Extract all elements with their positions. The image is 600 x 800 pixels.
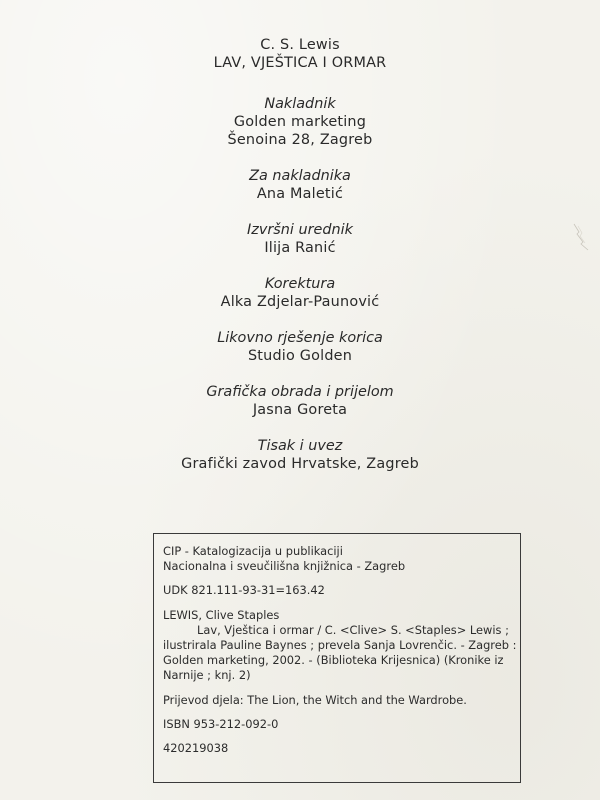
credit-printing xyxy=(0,437,600,473)
imprint-credits xyxy=(0,36,600,491)
cip-header: CIP - Katalogizacija u publikaciji xyxy=(163,544,343,558)
credit-role: Likovno rješenje korica xyxy=(217,330,383,346)
cip-original-title: Prijevod djela: The Lion, the Witch and the Wardrobe. xyxy=(163,692,467,707)
credit-role: Za nakladnika xyxy=(249,168,351,184)
credit-layout xyxy=(0,383,600,419)
credit-value: Alka Zdjelar-Paunović xyxy=(220,294,380,310)
credit-role: Nakladnik xyxy=(264,96,336,112)
credit-value: Ilija Ranić xyxy=(264,240,336,256)
credit-publisher xyxy=(0,95,600,149)
credit-value: Golden marketing xyxy=(233,114,367,130)
cip-description: Lav, Vještica i ormar / C. <Clive> S. <Staples> Lewis ; xyxy=(197,622,509,637)
title-block xyxy=(0,36,600,72)
book-author: C. S. Lewis xyxy=(260,37,340,53)
credit-value: Jasna Goreta xyxy=(252,402,348,418)
credit-value: Grafički zavod Hrvatske, Zagreb xyxy=(181,456,419,472)
credit-proofreading xyxy=(0,275,600,311)
cip-record-id: 420219038 xyxy=(163,741,229,756)
credit-role: Tisak i uvez xyxy=(257,438,343,454)
cip-udk: UDK 821.111-93-31=163.42 xyxy=(163,583,325,598)
cip-description: Narnije ; knj. 2) xyxy=(163,668,251,683)
paper-scuff-mark xyxy=(572,222,590,252)
credit-role: Korektura xyxy=(264,276,336,292)
cip-record-box xyxy=(153,533,521,783)
cip-library: Nacionalna i sveučilišna knjižnica - Zagreb xyxy=(163,559,406,574)
credit-value: Ana Maletić xyxy=(256,186,344,202)
book-title: LAV, VJEŠTICA I ORMAR xyxy=(213,55,387,71)
cip-isbn: ISBN 953-212-092-0 xyxy=(163,716,279,731)
cip-description: Golden marketing, 2002. - (Biblioteka Krijesnica) (Kronike iz xyxy=(163,653,504,668)
credit-value: Šenoina 28, Zagreb xyxy=(227,132,373,148)
credit-executive-editor xyxy=(0,221,600,257)
credit-role: Izvršni urednik xyxy=(247,222,353,238)
cip-author-entry: LEWIS, Clive Staples xyxy=(163,607,280,622)
cip-description: ilustrirala Pauline Baynes ; prevela Sanja Lovrenčic. - Zagreb : xyxy=(163,638,517,653)
credit-for-publisher xyxy=(0,167,600,203)
credit-role: Grafička obrada i prijelom xyxy=(206,384,394,400)
credit-cover-design xyxy=(0,329,600,365)
credit-value: Studio Golden xyxy=(247,348,353,364)
